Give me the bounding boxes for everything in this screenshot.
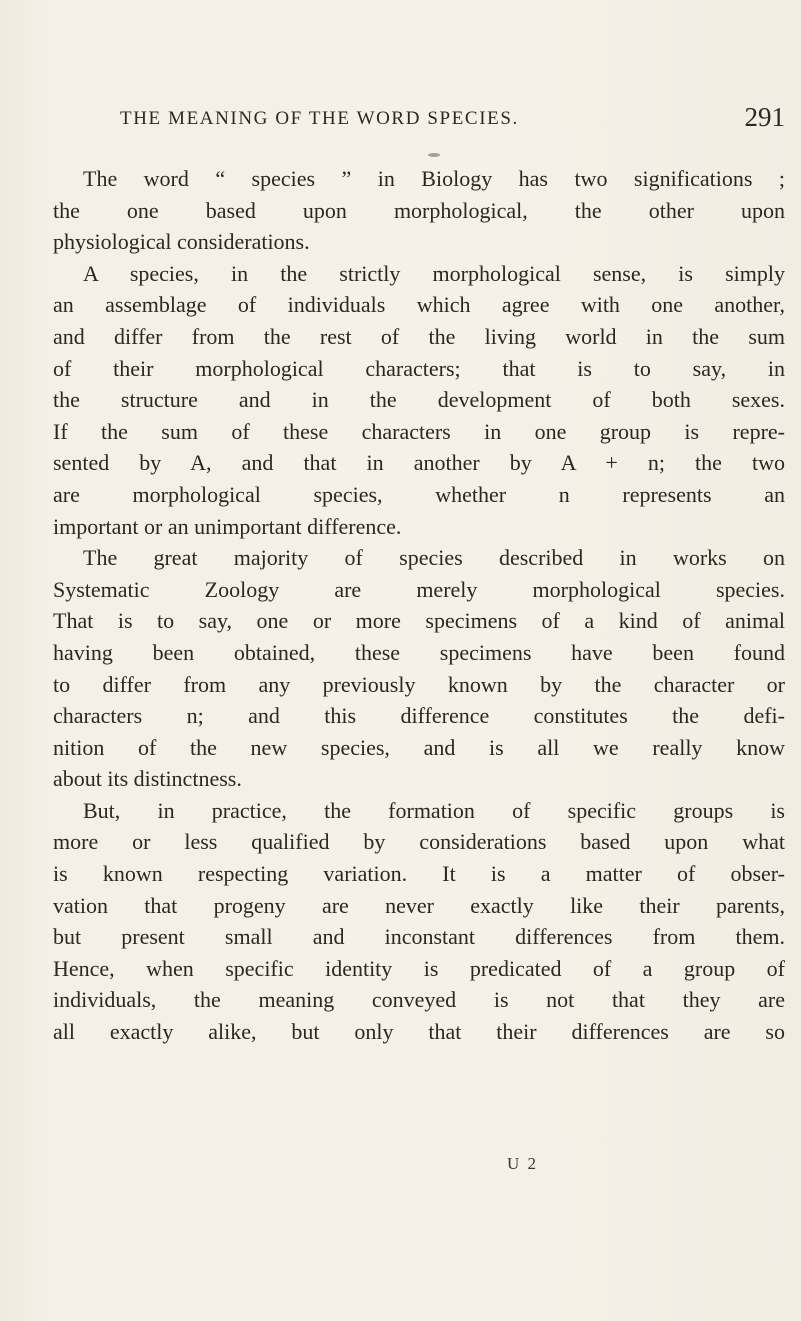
text-line: more or less qualified by considerations based upon what	[53, 829, 785, 855]
running-head: THE MEANING OF THE WORD SPECIES.	[120, 108, 519, 129]
text-line: The word “ species ” in Biology has two significations ;	[83, 166, 785, 191]
text-line: Hence, when specific identity is predicated of a group of	[53, 955, 785, 981]
signature-mark: U 2	[507, 1154, 539, 1173]
text-line: of their morphological characters; that is to say, in	[53, 355, 785, 381]
text-line: is known respecting variation. It is a matter of obser-	[53, 861, 785, 887]
text-line: are morphological species, whether n represents an	[53, 481, 785, 507]
page-header	[120, 102, 785, 138]
page-number: 291	[744, 102, 785, 132]
text-line: an assemblage of individuals which agree with one another,	[53, 292, 785, 318]
text-line: nition of the new species, and is all we really know	[53, 734, 785, 760]
text-line: sented by A, and that in another by A + n; the two	[53, 450, 785, 476]
text-line: But, in practice, the formation of specific groups is	[83, 797, 785, 823]
text-line: individuals, the meaning conveyed is not that they are	[53, 987, 785, 1013]
text-line: important or an unimportant difference.	[53, 513, 402, 539]
body-text	[53, 163, 785, 1048]
text-line: characters n; and this difference constitutes the defi-	[53, 703, 785, 729]
text-line: the structure and in the development of both sexes.	[53, 387, 785, 413]
text-line: vation that progeny are never exactly like their parents,	[53, 892, 785, 918]
text-line: That is to say, one or more specimens of a kind of animal	[53, 608, 785, 634]
text-line: the one based upon morphological, the other upon	[53, 197, 785, 223]
text-line: A species, in the strictly morphological sense, is simply	[83, 260, 785, 286]
text-line: and differ from the rest of the living world in the sum	[53, 323, 785, 349]
text-line: The great majority of species described in works on	[83, 545, 785, 571]
text-line: If the sum of these characters in one group is repre-	[53, 418, 785, 444]
text-line: all exactly alike, but only that their differences are so	[53, 1019, 785, 1045]
text-line: but present small and inconstant differences from them.	[53, 924, 785, 950]
text-line: Systematic Zoology are merely morphological species.	[53, 576, 785, 602]
ink-mark	[428, 153, 440, 157]
text-line: about its distinctness.	[53, 766, 242, 792]
text-line: physiological considerations.	[53, 229, 310, 255]
text-line: having been obtained, these specimens have been found	[53, 639, 785, 665]
text-line: to differ from any previously known by the character or	[53, 671, 785, 697]
